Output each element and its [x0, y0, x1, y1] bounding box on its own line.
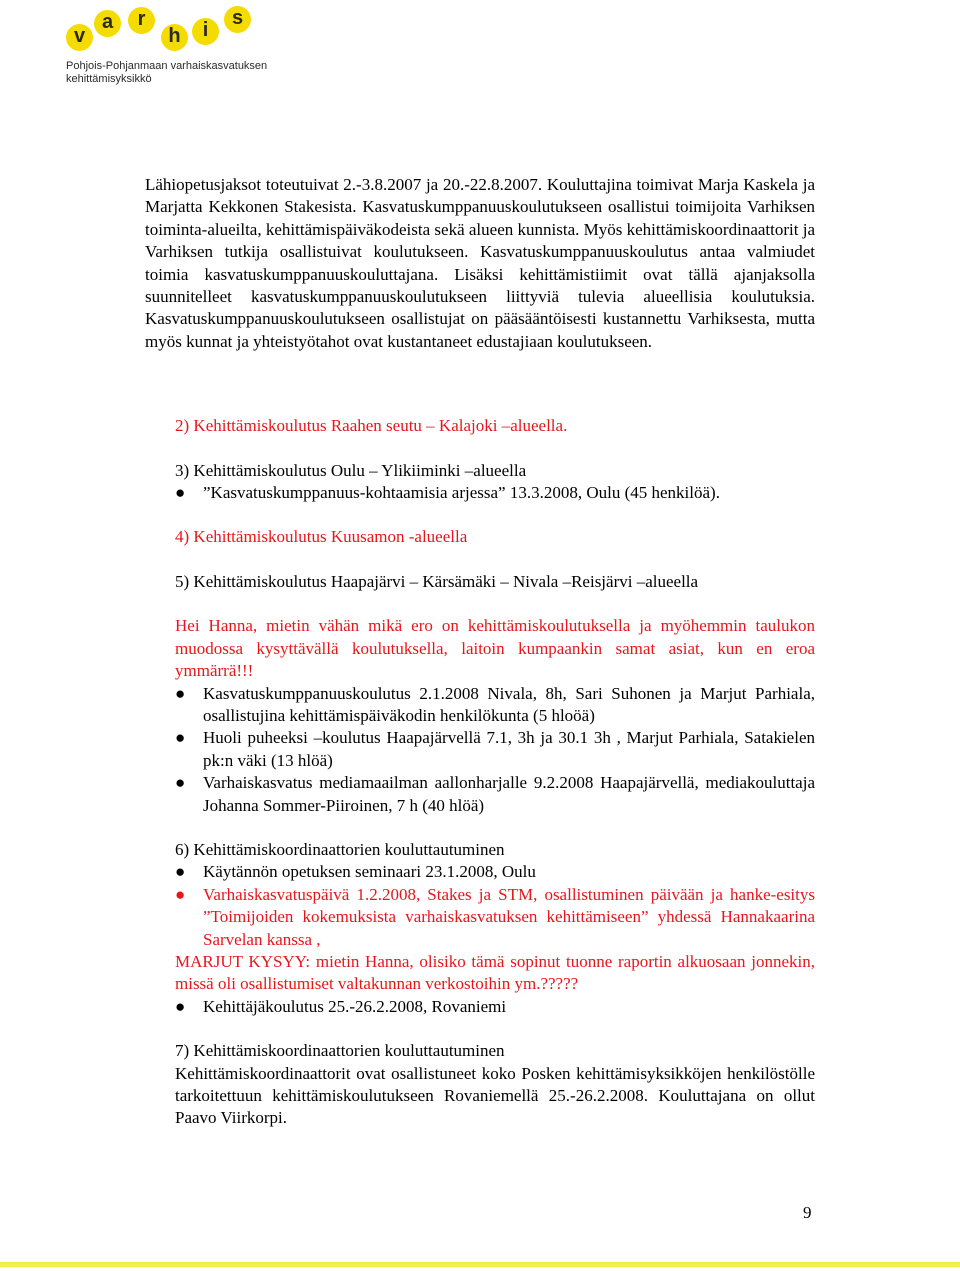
page-number: 9	[803, 1203, 812, 1222]
list-item: ● Varhaiskasvatus mediamaailman aallonharjalle 9.2.2008 Haapajärvellä, mediakouluttaja Johanna Sommer-Piiroinen, 7 h (40 hlöä)	[175, 773, 815, 815]
section-4-heading: 4) Kehittämiskoulutus Kuusamon -alueella	[175, 527, 468, 547]
section-2-heading: 2) Kehittämiskoulutus Raahen seutu – Kalajoki –alueella.	[175, 416, 568, 436]
section-5-heading: 5) Kehittämiskoulutus Haapajärvi – Kärsämäki – Nivala –Reisjärvi –alueella	[175, 571, 699, 591]
bullet-icon: ●	[175, 862, 186, 882]
list-item: ● Kasvatuskumppanuuskoulutus 2.1.2008 Nivala, 8h, Sari Suhonen ja Marjut Parhiala, osallistujina kehittämispäiväkodin henkilökunta (5 hloöä)	[175, 683, 815, 725]
section-3-heading: 3) Kehittämiskoulutus Oulu – Ylikiiminki –alueella	[175, 460, 527, 480]
logo-subtitle-line2: kehittämisyksikkö	[66, 73, 152, 85]
section-3-list	[145, 482, 815, 504]
footer-bar	[0, 1262, 960, 1267]
logo-letter-r: r	[128, 7, 155, 34]
logo-letters	[60, 4, 260, 54]
logo-subtitle-line1: Pohjois-Pohjanmaan varhaiskasvatuksen	[66, 60, 268, 72]
bullet-icon: ●	[175, 728, 186, 748]
logo-letter-h: h	[161, 24, 188, 51]
varhis-logo	[60, 4, 268, 86]
document-body	[145, 174, 815, 1130]
section-6-comment: MARJUT KYSYY: mietin Hanna, olisiko tämä sopinut tuonne raportin alkuosaan jonnekin, missä oli osallistumiset valtakunnan verkostoihin ym.?????	[175, 951, 815, 994]
section-5-comment: Hei Hanna, mietin vähän mikä ero on kehittämiskoulutuksella ja myöhemmin taulukon muodossa kysyttävällä koulutuksella, laitoin kumpaankin samat asiat, kun en eroa ymmärrä!!!	[175, 616, 815, 681]
list-item: ● Huoli puheeksi –koulutus Haapajärvellä 7.1, 3h ja 30.1 3h , Marjut Parhiala, Satakielen pk:n väki (13 hlöä)	[175, 728, 815, 770]
bullet-icon: ●	[175, 683, 186, 703]
logo-letter-i: i	[192, 18, 219, 45]
list-item: ● Varhaiskasvatuspäivä 1.2.2008, Stakes ja STM, osallistuminen päivään ja hanke-esitys ”Toimijoiden kokemuksista varhaiskasvatuksen kehittämiseen” yhdessä Hannakaarina Sarvelan kanssa ,	[175, 884, 815, 949]
logo-letter-a: a	[94, 10, 121, 37]
section-6-list-continued	[145, 996, 815, 1018]
bullet-icon: ●	[175, 996, 186, 1016]
bullet-icon: ●	[175, 483, 186, 503]
intro-paragraph: Lähiopetusjaksot toteutuivat 2.-3.8.2007 ja 20.-22.8.2007. Kouluttajina toimivat Marja Kaskela ja Marjatta Kekkonen Stakesista. Kasvatuskumppanuuskoulutukseen osallistui toimijoita Varhiksen toiminta-alueilta, kehittämispäiväkodeista sekä alueen kunnista. Myös kehittämiskoordinaattorit ja Varhiksen tutkija osallistuivat koulutukseen. Kasvatuskumppanuuskoulutus antaa valmiudet toimia kasvatuskumppanuuskouluttajana. Lisäksi kehittämistiimit ovat tällä ajanjaksolla suunnitelleet kasvatuskumppanuuskoulutukseen liittyviä tulevia alueellisia koulutuksia. Kasvatuskumppanuuskoulutukseen osallistujat on pääsääntöisesti kustannettu Varhiksesta, mutta myös kunnat ja yhteistyötahot ovat kustantaneet edustajiaan koulutukseen.	[145, 175, 815, 351]
list-item: ● Käytännön opetuksen seminaari 23.1.2008, Oulu	[145, 861, 815, 883]
section-7-heading: 7) Kehittämiskoordinaattorien kouluttautuminen	[175, 1041, 505, 1061]
logo-letter-s: s	[224, 6, 251, 33]
logo-letter-v: v	[66, 24, 93, 51]
section-6-heading: 6) Kehittämiskoordinaattorien kouluttautuminen	[175, 839, 505, 859]
section-6-list	[145, 861, 815, 951]
bullet-icon: ●	[175, 884, 186, 904]
bullet-icon: ●	[175, 773, 186, 793]
section-7-paragraph: Kehittämiskoordinaattorit ovat osallistuneet koko Posken kehittämisyksikköjen henkilöstölle tarkoitettuun kehittämiskoulutukseen Rovaniemellä 25.-26.2.2008. Kouluttajana on ollut Paavo Viirkorpi.	[175, 1063, 815, 1128]
list-item: ● ”Kasvatuskumppanuus-kohtaamisia arjessa” 13.3.2008, Oulu (45 henkilöä).	[145, 482, 815, 504]
list-item: ● Kehittäjäkoulutus 25.-26.2.2008, Rovaniemi	[145, 996, 815, 1018]
section-5-list	[145, 683, 815, 817]
logo-subtitle	[66, 60, 266, 86]
